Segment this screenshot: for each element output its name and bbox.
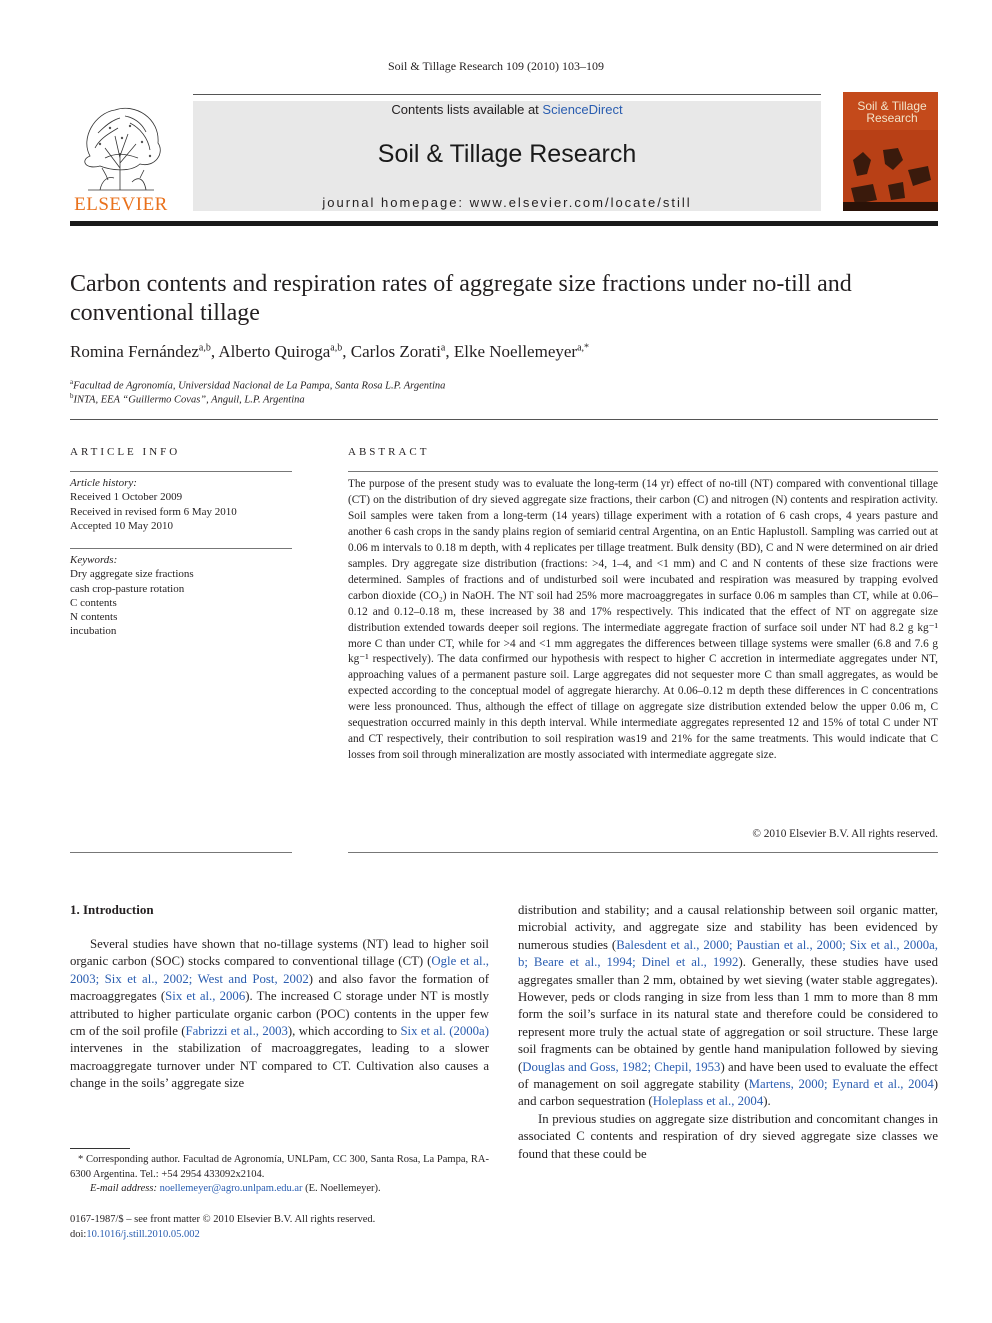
header-thick-rule bbox=[70, 221, 938, 226]
cover-artwork bbox=[843, 130, 938, 211]
introduction-heading: 1. Introduction bbox=[70, 902, 154, 917]
author-affil-mark: a,* bbox=[577, 342, 590, 354]
affiliation: $^a$Facultad de Agronomía, Universidad Nacional de La Pampa, Santa Rosa L.P. Argentina bbox=[70, 378, 446, 392]
footnote-rule bbox=[70, 1148, 130, 1149]
email-label: E-mail address: bbox=[90, 1183, 157, 1194]
paragraph-text: distribution and stability; and a causal relationship between soil organic matter, microbial activity, and aggregate size and stability has been evidenced by numerous studies ( bbox=[518, 903, 938, 952]
keywords-label: Keywords: bbox=[70, 554, 118, 566]
contents-prefix: Contents lists available at bbox=[391, 102, 543, 117]
citation-link[interactable]: Martens, 2000; Eynard et al., 2004 bbox=[748, 1077, 934, 1092]
abstract-text: The purpose of the present study was to evaluate the long-term (14 yr) effect of no-till (NT) compared with conventional tillage (CT) on the distribution of dry sieved aggregate size fractions, their carbon (C) and nitrogen (N) contents and respiration activity. Soil samples were taken from a long-term (14 years) tillage experiment with a rotation of 6 cash crops, 4 years pasture and another 6 cash crops in the sandy plains region of semiarid central Argentina, on an Entic Haplustoll. Sampling was carried out at 0.06 m intervals to 0.18 m depth, with 4 replicates per tillage treatment. Bulk density (BD), C and N were determined on air dried samples. Dry aggregate size distribution (fractions: >4, 1–4, and <1 mm) and C and N contents of these size fractions were determined. Samples of fractions and of undisturbed soil were incubated and respiration was measured by trapping evolved carbon dioxide (CO₂) in NaOH. The NT soil had 25% more macroaggregates in surface 0.06 m samples than CT, while at 0.06–0.12 and 0.12–0.18 m, these increased by 38 and 17% respectively. This indicated that the effect of NT on aggregate size distribution extended towards deeper soil regions. The intermediate aggregate fraction of surface soil under NT had 8.2 g kg⁻¹ more C than under CT, while for >4 and <1 mm aggregates the differences between tillage systems were smaller (6.8 and 7.6 g kg⁻¹ respectively). The data confirmed our hypothesis with respect to higher C accretion in intermediate aggregates under NT, approaching values of a permanent pasture soil. Large aggregates did not sequester more C than small aggregates, as would be expected according to the conceptual model of aggregate hierarchy. At 0.06–0.12 m depth these differences in C concentrations were less pronounced. Thus, although the effect of tillage on aggregate size distribution extended below the upper 0.06 m, C sequestration occurred mainly in this depth interval. While intermediate aggregates represented 12 and 15% of total C under NT and CT respectively, their contribution to soil respiration was19 and 21% for the same treatments. This would indicate that C losses from soil through mineralization are mostly associated with intermediate aggregate size. bbox=[348, 478, 938, 762]
email-link[interactable]: noellemeyer@agro.unlpam.edu.ar bbox=[159, 1183, 303, 1194]
article-title: Carbon contents and respiration rates of aggregate size fractions under no-till and conventional tillage bbox=[70, 271, 852, 326]
body-column-left bbox=[70, 936, 489, 1093]
divider bbox=[70, 852, 292, 853]
keyword: Dry aggregate size fractions bbox=[70, 568, 194, 581]
journal-cover-thumbnail[interactable] bbox=[843, 92, 938, 211]
paragraph-text: ). bbox=[763, 1094, 771, 1109]
citation-link[interactable]: Six et al. (2000a) bbox=[400, 1024, 489, 1039]
paragraph-text: ) and carbon sequestration ( bbox=[518, 1077, 939, 1109]
divider bbox=[348, 471, 938, 472]
issn-doi-block bbox=[70, 1212, 489, 1242]
article-info-heading: ARTICLE INFO bbox=[70, 446, 181, 458]
author-name[interactable]: Elke Noellemeyer bbox=[453, 342, 578, 361]
divider bbox=[70, 548, 292, 549]
elsevier-wordmark: ELSEVIER bbox=[74, 194, 168, 215]
body-column-right bbox=[518, 902, 938, 1163]
divider bbox=[348, 852, 938, 853]
paragraph bbox=[518, 902, 938, 1111]
sciencedirect-link[interactable]: ScienceDirect bbox=[542, 102, 623, 117]
corresponding-author-footnote bbox=[70, 1153, 489, 1197]
divider bbox=[70, 419, 938, 420]
history-item: Accepted 10 May 2010 bbox=[70, 519, 173, 532]
keyword: incubation bbox=[70, 625, 117, 638]
header-top-rule bbox=[193, 94, 821, 95]
paragraph-text: ). Generally, these studies have used aggregates smaller than 2 mm, obtained by wet sieving (water stable aggregates). However, peds or clods ranging in size from less than 1 mm to more than 8 mm form the soil’s surface in its natural state and therefore could be considered to represent more truly the actual state of aggregation or soil structure. These large soil fragments can be obtained by gentle hand manipulation followed by sieving ( bbox=[518, 955, 939, 1074]
copyright-line: © 2010 Elsevier B.V. All rights reserved. bbox=[752, 828, 938, 840]
contents-available-line bbox=[193, 102, 821, 117]
citation-link[interactable]: Balesdent et al., 2000; Paustian et al., 2000; Six et al., 2000a, b; Beare et al., 1994; Dinel et al., 1992 bbox=[518, 937, 938, 970]
abstract-heading: ABSTRACT bbox=[348, 446, 430, 458]
cover-title: Soil & Tillage Research bbox=[857, 99, 927, 125]
doi-link[interactable]: 10.1016/j.still.2010.05.002 bbox=[86, 1229, 200, 1240]
paragraph bbox=[70, 936, 489, 1093]
journal-reference: Soil & Tillage Research 109 (2010) 103–109 bbox=[388, 59, 604, 73]
keyword: C contents bbox=[70, 596, 117, 609]
journal-name: Soil & Tillage Research bbox=[377, 140, 637, 168]
history-label: Article history: bbox=[70, 477, 137, 489]
history-item: Received in revised form 6 May 2010 bbox=[70, 505, 237, 518]
paragraph-text: intervenes in the stabilization of macroaggregates, leading to a slower macroaggregate turnover under NT compared to CT. Cultivation also causes a change in the soils’ aggregate size bbox=[70, 1041, 489, 1091]
paragraph-text: ) and have been used to evaluate the effect of management on soil aggregate stability ( bbox=[518, 1059, 938, 1092]
author-list: Romina Fernández$^{a,b}$, Alberto Quiroga$^{a,b}$, Carlos Zorati$^a$, Elke Noellemeyer$^{a,*}$ bbox=[70, 342, 590, 361]
issn-line: 0167-1987/$ – see front matter © 2010 Elsevier B.V. All rights reserved. bbox=[70, 1214, 376, 1225]
footnote-mark: * bbox=[78, 1154, 84, 1165]
footnote-text: Corresponding author. Facultad de Agronomía, UNLPam, CC 300, Santa Rosa, La Pampa, RA-6300 Argentina. Tel.: +54 2954 433092x2104. bbox=[70, 1154, 489, 1180]
author-name[interactable]: Alberto Quiroga bbox=[218, 342, 331, 361]
paragraph-text: ). The increased C storage under NT is mostly attributed to higher particulate organic carbon (POC) contents in the upper few cm of the soil profile ( bbox=[70, 989, 489, 1039]
citation-link[interactable]: Six et al., 2006 bbox=[165, 989, 246, 1004]
article-history bbox=[70, 476, 292, 533]
divider bbox=[70, 471, 292, 472]
paragraph-text: ) and also favor the formation of macroaggregates ( bbox=[70, 971, 489, 1004]
keyword: cash crop-pasture rotation bbox=[70, 582, 185, 595]
citation-link[interactable]: Ogle et al., 2003; Six et al., 2002; West and Post, 2002 bbox=[70, 954, 489, 986]
email-suffix: (E. Noellemeyer). bbox=[302, 1183, 381, 1194]
affiliation: $^b$INTA, EEA “Guillermo Covas”, Anguil, L.P. Argentina bbox=[70, 392, 305, 406]
author-name[interactable]: Carlos Zorati bbox=[350, 342, 441, 361]
history-item: Received 1 October 2009 bbox=[70, 491, 183, 504]
paragraph-text: Several studies have shown that no-tillage systems (NT) lead to higher soil organic carbon (SOC) stocks compared to conventional tillage (CT) ( bbox=[70, 937, 489, 969]
keyword: N contents bbox=[70, 611, 118, 624]
citation-link[interactable]: Douglas and Goss, 1982; Chepil, 1953 bbox=[522, 1059, 721, 1074]
author-affil-mark: a bbox=[440, 342, 446, 354]
doi-label: doi: bbox=[70, 1229, 87, 1240]
author-name[interactable]: Romina Fernández bbox=[70, 342, 199, 361]
paragraph-text: ), which according to bbox=[287, 1024, 401, 1039]
author-affil-mark: a,b bbox=[330, 342, 343, 354]
paragraph: In previous studies on aggregate size distribution and concomitant changes in associated C contents and respiration of dry sieved aggregate size classes we found that these could be bbox=[518, 1111, 938, 1161]
citation-link[interactable]: Fabrizzi et al., 2003 bbox=[185, 1024, 288, 1039]
citation-link[interactable]: Holeplass et al., 2004 bbox=[652, 1094, 764, 1109]
author-affil-mark: a,b bbox=[198, 342, 211, 354]
keywords bbox=[70, 553, 292, 639]
journal-homepage[interactable]: journal homepage: www.elsevier.com/locate/still bbox=[322, 195, 692, 210]
